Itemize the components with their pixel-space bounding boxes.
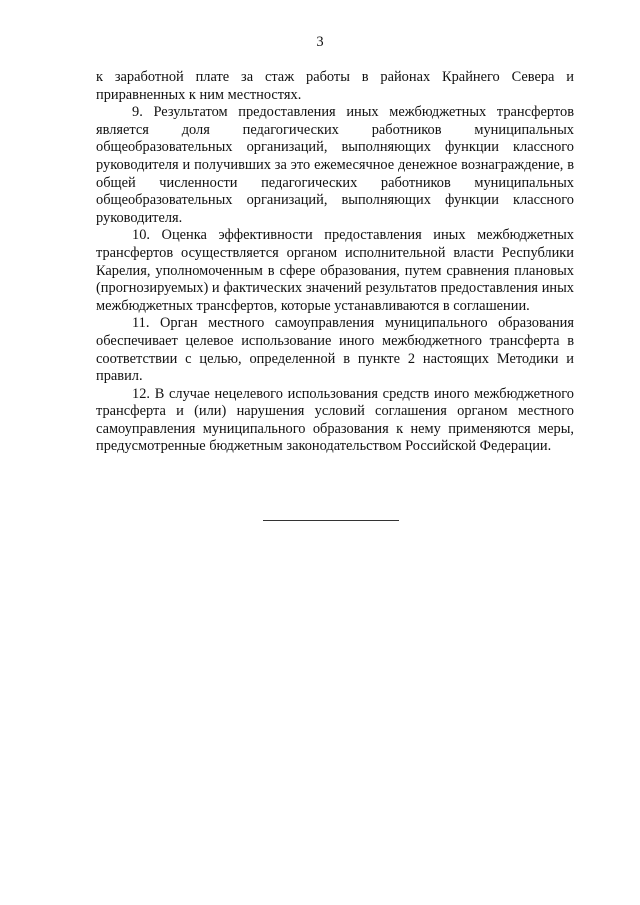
paragraph-11: 11. Орган местного самоуправления муниципального образования обеспечивает целевое использование иного межбюджетного трансферта в соответствии с целью, определенной в пункте 2 настоящих Методики и правил. — [96, 315, 574, 385]
end-divider-line — [263, 520, 399, 521]
paragraph-continuation: к заработной плате за стаж работы в районах Крайнего Севера и приравненных к ним местностях. — [96, 69, 574, 103]
document-body — [96, 69, 574, 456]
page-number: 3 — [316, 34, 324, 50]
paragraph-10: 10. Оценка эффективности предоставления иных межбюджетных трансфертов осуществляется органом исполнительной власти Республики Карелия, уполномоченным в сфере образования, путем сравнения плановых (прогнозируемых) и фактических значений результатов предоставления иных межбюджетных трансфертов, которые устанавливаются в соглашении. — [96, 227, 574, 314]
paragraph-9: 9. Результатом предоставления иных межбюджетных трансфертов является доля педагогических работников муниципальных общеобразовательных организаций, выполняющих функции классного руководителя и получивших за это ежемесячное денежное вознаграждение, в общей численности педагогических работников муниципальных общеобразовательных организаций, выполняющих функции классного руководителя. — [96, 104, 574, 226]
paragraph-12: 12. В случае нецелевого использования средств иного межбюджетного трансферта и (или) нарушения условий соглашения органом местного самоуправления муниципального образования к нему применяются меры, предусмотренные бюджетным законодательством Российской Федерации. — [96, 385, 574, 455]
